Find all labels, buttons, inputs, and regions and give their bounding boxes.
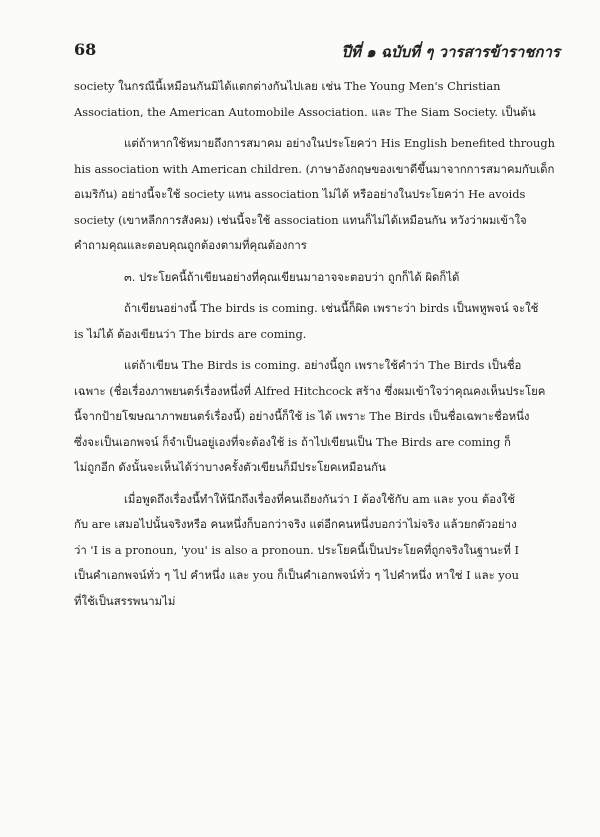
- page-number: 68: [74, 40, 97, 59]
- text-line: แต่ถ้าเขียน The Birds is coming. อย่างนี้ถูก เพราะใช้คำว่า The Birds เป็นชื่อ: [124, 358, 522, 372]
- text-line: ซึ่งจะเป็นเอกพจน์ ก็จำเป็นอยู่เองที่จะต้องใช้ is ถ้าไปเขียนเป็น The Birds are coming ก็: [74, 434, 511, 449]
- text-line: คำถามคุณและตอบคุณถูกต้องตามที่คุณต้องการ: [74, 238, 307, 252]
- text-line: his association with American children. (ภาษาอังกฤษของเขาดีขึ้นมาจากการสมาคมกับเด็ก: [74, 161, 555, 176]
- running-head: ปีที่ ๑ ฉบับที่ ๆ วารสารข้าราชการ: [341, 43, 560, 61]
- text-line: ว่า 'I is a pronoun, 'you' is also a pronoun. ประโยคนี้เป็นประโยคที่ถูกจริงในฐานะที่ I: [74, 542, 520, 557]
- text-line: ที่ใช้เป็นสรรพนามไม่: [74, 593, 176, 608]
- text-line: นี้จากป้ายโฆษณาภาพยนตร์เรื่องนี้) อย่างนี้ก็ใช้ is ได้ เพราะ The Birds เป็นชื่อเฉพาะชื่อหนึ่ง: [74, 409, 530, 423]
- body-text: [74, 74, 558, 614]
- text-line: เป็นคำเอกพจน์ทั่ว ๆ ไป คำหนึ่ง และ you ก็เป็นคำเอกพจน์ทั่ว ๆ ไปคำหนึ่ง หาใช่ I และ you: [74, 568, 519, 582]
- text-line: กับ are เสมอไปนั้นจริงหรือ คนหนึ่งก็บอกว่าจริง แต่อีกคนหนึ่งบอกว่าไม่จริง แล้วยกตัวอย่าง: [74, 517, 517, 531]
- text-line: Association, the American Automobile Association. และ The Siam Society. เป็นต้น: [74, 104, 536, 119]
- text-line: society ในกรณีนี้เหมือนกันมิได้แตกต่างกันไปเลย เช่น The Young Men's Christian: [74, 79, 501, 93]
- text-line: society (เขาหลีกการสังคม) เช่นนี้จะใช้ association แทนก็ไม่ได้เหมือนกัน หวังว่าผมเข้าใจ: [74, 212, 527, 227]
- text-line: ๓. ประโยคนี้ถ้าเขียนอย่างที่คุณเขียนมาอาจจะตอบว่า ถูกก็ได้ ผิดก็ได้: [124, 269, 460, 284]
- text-line: แต่ถ้าหากใช้หมายถึงการสมาคม อย่างในประโยคว่า His English benefited through: [124, 136, 555, 150]
- text-line: อเมริกัน) อย่างนี้จะใช้ society แทน association ไม่ได้ หรืออย่างในประโยคว่า He avoids: [74, 187, 526, 201]
- text-line: ไม่ถูกอีก ดังนั้นจะเห็นได้ว่าบางครั้งตัวเขียนก็มีประโยคเหมือนกัน: [74, 460, 386, 474]
- text-line: is ไม่ได้ ต้องเขียนว่า The birds are coming.: [74, 326, 307, 341]
- page-header: [74, 40, 560, 64]
- text-line: ถ้าเขียนอย่างนี้ The birds is coming. เช่นนี้ก็ผิด เพราะว่า birds เป็นพหูพจน์ จะใช้: [124, 301, 539, 315]
- text-line: เฉพาะ (ชื่อเรื่องภาพยนตร์เรื่องหนึ่งที่ Alfred Hitchcock สร้าง ซึ่งผมเข้าใจว่าคุณคงเห็นประโยค: [74, 383, 546, 398]
- text-line: เมื่อพูดถึงเรื่องนี้ทำให้นึกถึงเรื่องที่คนเถียงกันว่า I ต้องใช้กับ am และ you ต้องใช้: [124, 491, 515, 506]
